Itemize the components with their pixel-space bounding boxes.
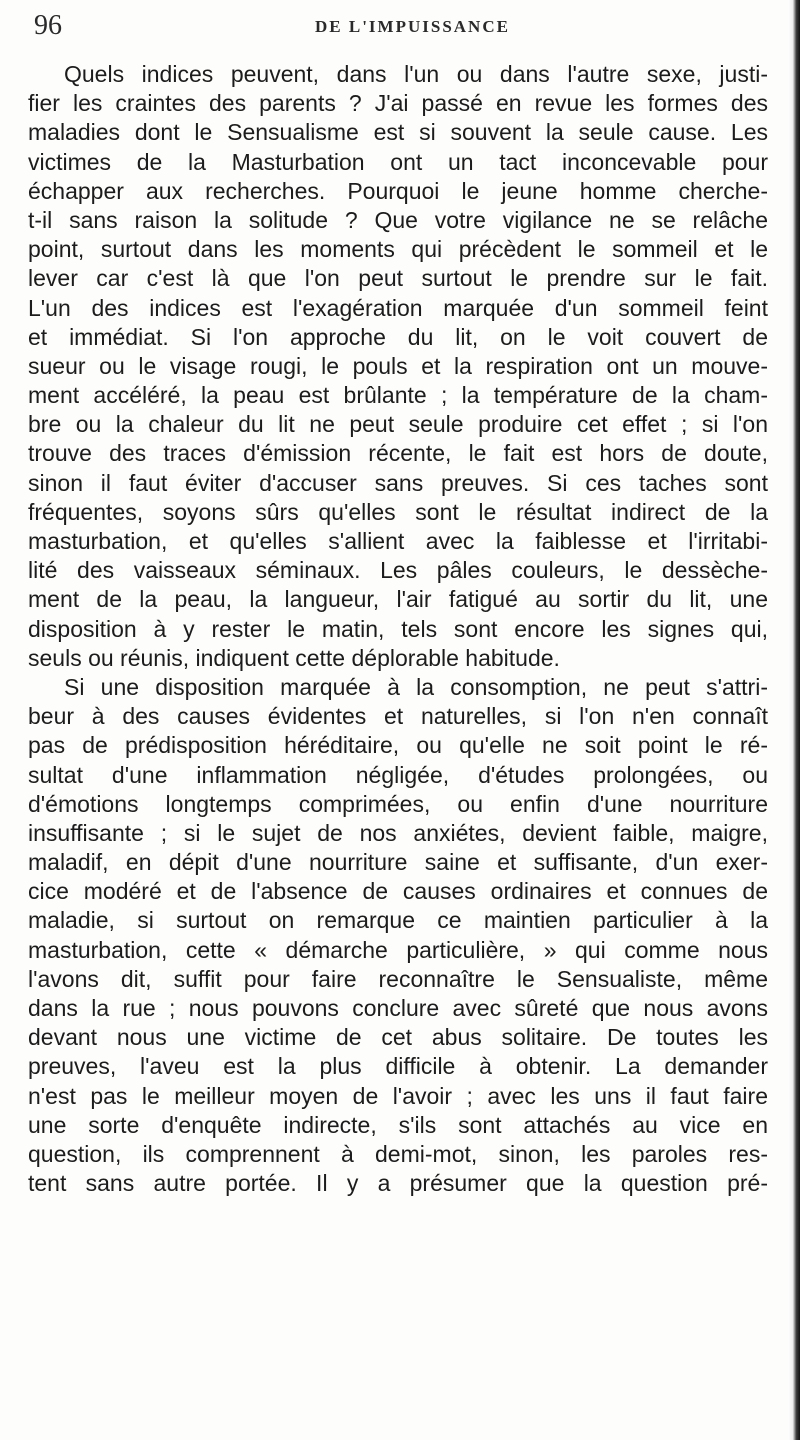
- text-line: seuls ou réunis, indiquent cette déplorable habitude.: [28, 644, 560, 671]
- text-line: maladie, si surtout on remarque ce maintien particulier à la: [28, 907, 768, 934]
- body-text: [28, 60, 768, 1198]
- text-line: masturbation, et qu'elles s'allient avec la faiblesse et l'irritabi-: [28, 528, 768, 554]
- text-line: victimes de la Masturbation ont un tact inconcevable pour: [28, 148, 768, 175]
- text-line: maladif, en dépit d'une nourriture saine et suffisante, d'un exer-: [28, 849, 768, 876]
- running-title: DE L'IMPUISSANCE: [315, 17, 510, 36]
- text-line: masturbation, cette « démarche particulière, » qui comme nous: [28, 936, 768, 963]
- text-line: pas de prédisposition héréditaire, ou qu'elle ne soit point le ré-: [28, 732, 768, 759]
- text-line: insuffisante ; si le sujet de nos anxiétes, devient faible, maigre,: [28, 819, 768, 846]
- text-line: l'avons dit, suffit pour faire reconnaître le Sensualiste, même: [28, 965, 768, 992]
- page-number: 96: [34, 10, 62, 41]
- text-line: sueur ou le visage rougi, le pouls et la respiration ont un mouve-: [28, 352, 768, 379]
- text-line: preuves, l'aveu est la plus difficile à obtenir. La demander: [28, 1053, 768, 1080]
- text-line: dans la rue ; nous pouvons conclure avec sûreté que nous avons: [28, 995, 768, 1021]
- text-line: L'un des indices est l'exagération marquée d'un sommeil feint: [28, 294, 768, 321]
- text-line: Si une disposition marquée à la consomption, ne peut s'attri-: [64, 673, 768, 700]
- page-header: [30, 10, 770, 46]
- text-line: d'émotions longtemps comprimées, ou enfin d'une nourriture: [28, 790, 768, 817]
- text-line: t-il sans raison la solitude ? Que votre vigilance ne se relâche: [28, 206, 768, 233]
- text-line: lever car c'est là que l'on peut surtout le prendre sur le fait.: [28, 265, 768, 292]
- text-line: échapper aux recherches. Pourquoi le jeune homme cherche-: [28, 177, 768, 204]
- text-line: fréquentes, soyons sûrs qu'elles sont le résultat indirect de la: [28, 498, 768, 525]
- text-line: maladies dont le Sensualisme est si souvent la seule cause. Les: [28, 119, 768, 146]
- text-line: ment de la peau, la langueur, l'air fatigué au sortir du lit, une: [28, 586, 768, 613]
- text-line: bre ou la chaleur du lit ne peut seule produire cet effet ; si l'on: [28, 411, 768, 438]
- text-line: tent sans autre portée. Il y a présumer que la question pré-: [28, 1170, 768, 1197]
- text-line: devant nous une victime de cet abus solitaire. De toutes les: [28, 1024, 768, 1051]
- text-line: question, ils comprennent à demi-mot, sinon, les paroles res-: [28, 1140, 768, 1167]
- text-line: beur à des causes évidentes et naturelles, si l'on n'en connaît: [28, 703, 768, 730]
- page-edge-shadow: [788, 0, 800, 1440]
- text-line: lité des vaisseaux séminaux. Les pâles couleurs, le dessèche-: [28, 557, 768, 584]
- text-line: trouve des traces d'émission récente, le fait est hors de doute,: [28, 440, 768, 467]
- text-line: cice modéré et de l'absence de causes ordinaires et connues de: [28, 878, 768, 905]
- text-line: et immédiat. Si l'on approche du lit, on le voit couvert de: [28, 323, 768, 350]
- text-line: n'est pas le meilleur moyen de l'avoir ; avec les uns il faut faire: [28, 1082, 768, 1109]
- text-line: sultat d'une inflammation négligée, d'études prolongées, ou: [28, 761, 768, 788]
- text-line: point, surtout dans les moments qui précèdent le sommeil et le: [28, 236, 768, 263]
- text-line: ment accéléré, la peau est brûlante ; la température de la cham-: [28, 382, 768, 409]
- text-line: une sorte d'enquête indirecte, s'ils sont attachés au vice en: [28, 1111, 768, 1138]
- text-line: sinon il faut éviter d'accuser sans preuves. Si ces taches sont: [28, 469, 768, 496]
- text-line: Quels indices peuvent, dans l'un ou dans l'autre sexe, justi-: [64, 61, 768, 87]
- text-line: fier les craintes des parents ? J'ai passé en revue les formes des: [28, 90, 768, 117]
- text-line: disposition à y rester le matin, tels sont encore les signes qui,: [28, 615, 768, 642]
